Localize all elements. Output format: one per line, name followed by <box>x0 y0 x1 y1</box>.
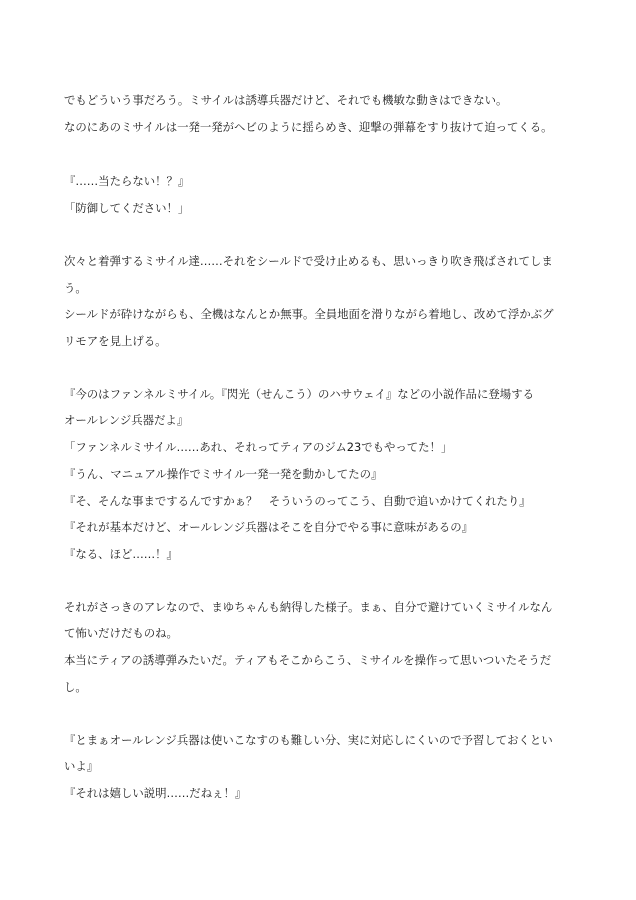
dialogue-line: 『うん、マニュアル操作でミサイル一発一発を動かしてたの』 <box>64 467 383 481</box>
text-line: う。 <box>64 281 87 295</box>
text-line: リモアを見上げる。 <box>64 334 167 348</box>
text-line: でもどういう事だろう。ミサイルは誘導兵器だけど、それでも機敏な動きはできない。 <box>64 93 508 107</box>
dialogue-line: 『それは嬉しい説明……だねぇ！』 <box>64 786 247 800</box>
dialogue-line: 『そ、そんな事までするんですかぁ？ そういうのってこう、自動で追いかけてくれたり』 <box>64 494 531 508</box>
text-line: それがさっきのアレなので、まゆちゃんも納得した様子。まぁ、自分で避けていくミサイルなん <box>64 600 553 614</box>
text-line: て怖いだけだものね。 <box>64 626 178 640</box>
dialogue-line: 『とまぁオールレンジ兵器は使いこなすのも難しい分、実に対応しにくいので予習しておくとい <box>64 733 553 747</box>
text-line: 次々と着弾するミサイル達……それをシールドで受け止めるも、思いっきり吹き飛ばされてしま <box>64 254 553 268</box>
text-line: 本当にティアの誘導弾みたいだ。ティアもそこからこう、ミサイルを操作って思いついたそうだ <box>64 653 552 667</box>
dialogue-line: 「ファンネルミサイル……あれ、それってティアのジム23でもやってた！」 <box>64 440 453 454</box>
dialogue-line: 『それが基本だけど、オールレンジ兵器はそこを自分でやる事に意味があるの』 <box>64 520 473 534</box>
dialogue-line: オールレンジ兵器だよ』 <box>64 413 189 427</box>
text-line: なのにあのミサイルは一発一発がヘビのように揺らめき、迎撃の弾幕をすり抜けて迫ってくる。 <box>64 120 553 134</box>
dialogue-line: いよ』 <box>64 759 99 773</box>
text-line: シールドが砕けながらも、全機はなんとか無事。全員地面を滑りながら着地し、改めて浮かぶグ <box>64 307 554 321</box>
text-line: し。 <box>64 680 87 694</box>
dialogue-line: 「防御してください！」 <box>64 201 190 215</box>
dialogue-line: 『……当たらない！？』 <box>64 174 190 188</box>
dialogue-line: 『今のはファンネルミサイル。『閃光（せんこう）のハサウェイ』などの小説作品に登場する <box>64 387 534 401</box>
dialogue-line: 『なる、ほど……！』 <box>64 547 178 561</box>
